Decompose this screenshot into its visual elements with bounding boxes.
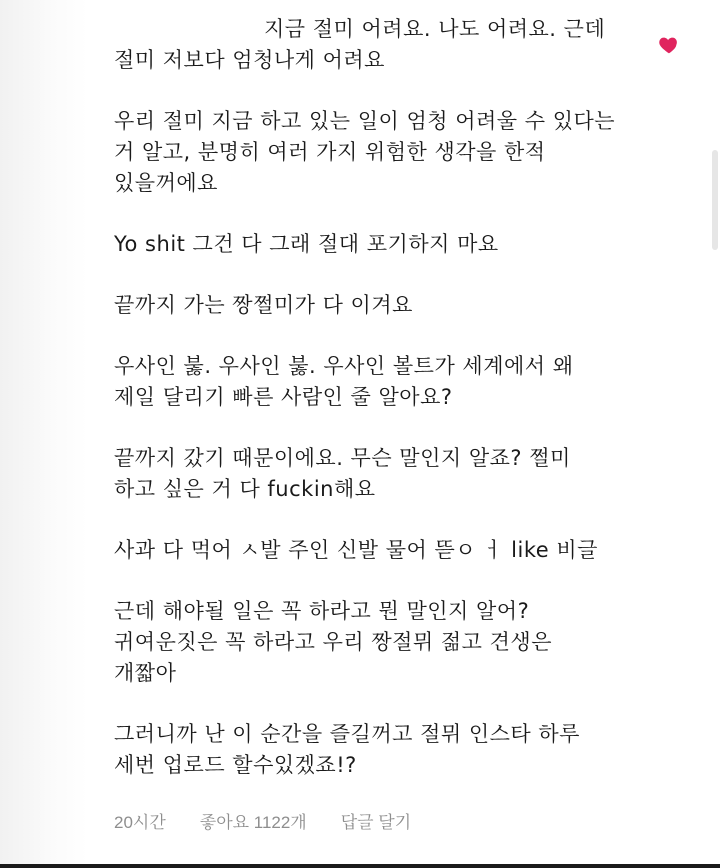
likes-count-link[interactable]: 좋아요 1122개 bbox=[199, 813, 307, 832]
reply-button[interactable]: 답글 달기 bbox=[340, 813, 412, 832]
comment-paragraph-5: 우사인 붏. 우사인 붏. 우사인 볼트가 세계에서 왜 제일 달리기 빠른 사람인 줄 알아요? bbox=[114, 354, 574, 409]
comment-paragraph-8: 근데 해야될 일은 꼭 하라고 뭔 말인지 알어? 귀여운짓은 꼭 하라고 우리 짱절뮈 젊고 견생은 개짧아 bbox=[114, 599, 552, 685]
bottom-edge bbox=[0, 864, 720, 868]
comment-paragraph-1: 지금 절미 어려요. 나도 어려요. 근데 절미 저보다 엄청나게 어려요 bbox=[114, 17, 606, 72]
scrollbar[interactable] bbox=[712, 150, 718, 250]
comment-paragraph-4: 끝까지 가는 짱쩔미가 다 이겨요 bbox=[114, 293, 413, 317]
left-edge-shadow bbox=[0, 0, 88, 868]
comment-meta bbox=[114, 808, 411, 833]
comment-paragraph-7: 사과 다 먹어 ㅅ발 주인 신발 물어 뜯ㅇ ㅓ like 비글 bbox=[114, 538, 598, 562]
comment-paragraph-6: 끝까지 갔기 때문이에요. 무슨 말인지 알죠? 쩔미 하고 싶은 거 다 fuckin해요 bbox=[114, 446, 571, 501]
comment-paragraph-2: 우리 절미 지금 하고 있는 일이 엄청 어려울 수 있다는 거 알고, 분명히 여러 가지 위험한 생각을 한적 있을꺼에요 bbox=[114, 109, 616, 195]
comment-paragraph-9: 그러니까 난 이 순간을 즐길꺼고 절뮈 인스타 하루 세번 업로드 할수있겠죠!? bbox=[114, 722, 580, 777]
heart-icon bbox=[658, 34, 680, 56]
like-heart-button[interactable] bbox=[658, 34, 680, 56]
comment-body bbox=[114, 14, 654, 811]
comment-paragraph-3: Yo shit 그건 다 그래 절대 포기하지 마요 bbox=[114, 232, 499, 256]
comment-time: 20시간 bbox=[114, 813, 166, 832]
